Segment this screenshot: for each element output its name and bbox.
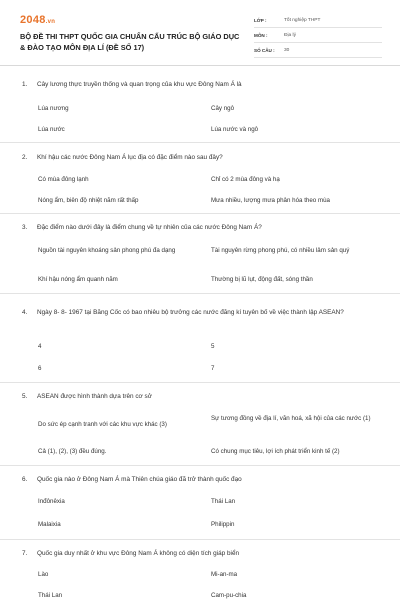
- question-item: [0, 466, 400, 540]
- answer-option[interactable]: Mi-an-ma: [211, 571, 238, 578]
- answer-option[interactable]: Lào: [38, 571, 49, 578]
- answer-option[interactable]: Philippin: [211, 521, 235, 528]
- question-number: 3.: [22, 224, 28, 231]
- question-stem: Quốc gia nào ở Đông Nam Á mà Thiên chúa giáo đã trở thành quốc đạo: [37, 476, 242, 483]
- answer-option[interactable]: 5: [211, 343, 215, 350]
- question-text: [22, 153, 347, 163]
- answer-option[interactable]: Thái Lan: [38, 592, 63, 599]
- meta-value: Tốt nghiệp THPT: [284, 17, 321, 23]
- question-stem: Quốc gia duy nhất ở khu vực Đông Nam Á không có diện tích giáp biển: [37, 550, 240, 557]
- answer-option[interactable]: Thường bị lũ lụt, động đất, sóng thần: [211, 276, 313, 283]
- answer-option[interactable]: Cả (1), (2), (3) đều đúng.: [38, 448, 107, 455]
- question-text: [22, 549, 347, 559]
- answer-option[interactable]: Lúa nước: [38, 126, 65, 133]
- answer-option[interactable]: Tài nguyên rừng phong phú, có nhiều lâm sản quý: [211, 247, 350, 254]
- question-number: 7.: [22, 550, 28, 557]
- answer-option[interactable]: 7: [211, 365, 215, 372]
- question-item: [0, 383, 400, 466]
- question-stem: Đặc điểm nào dưới đây là điểm chung về tự nhiên của các nước Đông Nam Á?: [37, 224, 262, 231]
- meta-value: 30: [284, 47, 290, 53]
- logo-suffix: .vn: [45, 19, 56, 25]
- question-number: 2.: [22, 154, 28, 161]
- answer-option[interactable]: Khí hậu nóng ẩm quanh năm: [38, 276, 118, 283]
- answer-option[interactable]: Mưa nhiều, lượng mưa phân hóa theo mùa: [211, 197, 330, 204]
- question-text: [22, 475, 347, 485]
- question-item: [0, 214, 400, 294]
- meta-value: Địa lý: [284, 32, 296, 38]
- meta-label: LỚP :: [254, 17, 267, 23]
- question-stem: Khí hậu các nước Đông Nam Á lục địa có đặc điểm nào sau đây?: [37, 154, 223, 161]
- meta-row-count: [254, 43, 382, 58]
- answer-option[interactable]: Cam-pu-chia: [211, 592, 247, 599]
- answer-option[interactable]: Nguồn tài nguyên khoáng sản phong phú đa dạng: [38, 247, 176, 254]
- question-stem: ASEAN được hình thành dựa trên cơ sở: [37, 393, 152, 400]
- meta-label: SỐ CÂU :: [254, 47, 275, 53]
- question-item: [0, 66, 400, 143]
- answer-option[interactable]: Cây ngô: [211, 105, 235, 112]
- answer-option[interactable]: 6: [38, 365, 42, 372]
- answer-option[interactable]: Chỉ có 2 mùa đông và hạ: [211, 176, 280, 183]
- answer-option[interactable]: Lúa nương: [38, 105, 69, 112]
- answer-option[interactable]: Sự tương đồng về địa lí, văn hoá, xã hội của các nước (1): [211, 415, 371, 422]
- answer-option[interactable]: Có chung mục tiêu, lợi ích phát triển kinh tế (2): [211, 448, 340, 455]
- answer-option[interactable]: Thái Lan: [211, 498, 236, 505]
- meta-row-class: [254, 13, 382, 28]
- answer-option[interactable]: Lúa nước và ngô: [211, 126, 259, 133]
- exam-meta: [254, 13, 382, 58]
- answer-option[interactable]: 4: [38, 343, 42, 350]
- question-text: [22, 308, 347, 318]
- answer-option[interactable]: Có mùa đông lạnh: [38, 176, 89, 183]
- question-text: [22, 223, 347, 233]
- meta-label: MÔN :: [254, 32, 268, 38]
- question-number: 5.: [22, 393, 28, 400]
- meta-row-subject: [254, 28, 382, 43]
- question-text: [22, 80, 347, 90]
- question-number: 4.: [22, 309, 28, 316]
- site-logo[interactable]: [20, 14, 55, 26]
- question-item: [0, 143, 400, 214]
- question-text: [22, 392, 347, 402]
- question-item: [0, 540, 400, 600]
- question-stem: Ngày 8- 8- 1967 tại Băng Cốc có bao nhiêu bộ trưởng các nước đăng kí tuyên bố về việc thành lập ASEAN?: [37, 309, 344, 316]
- answer-option[interactable]: Inđônêxia: [38, 498, 65, 505]
- answer-option[interactable]: Nóng ẩm, biên độ nhiệt năm rất thấp: [38, 197, 139, 204]
- question-item: [0, 294, 400, 383]
- answer-option[interactable]: Malaixia: [38, 521, 61, 528]
- exam-title: BỘ ĐỀ THI THPT QUỐC GIA CHUẨN CẤU TRÚC BỘ GIÁO DỤC & ĐÀO TẠO MÔN ĐỊA LÍ (ĐỀ SỐ 17): [20, 32, 240, 52]
- question-stem: Cây lương thực truyền thống và quan trọng của khu vực Đông Nam Á là: [37, 81, 242, 88]
- logo-main: 2048: [20, 14, 46, 26]
- answer-option[interactable]: Do sức ép cạnh tranh với các khu vực khác (3): [38, 421, 167, 428]
- question-number: 6.: [22, 476, 28, 483]
- page-header: [0, 0, 400, 66]
- question-number: 1.: [22, 81, 28, 88]
